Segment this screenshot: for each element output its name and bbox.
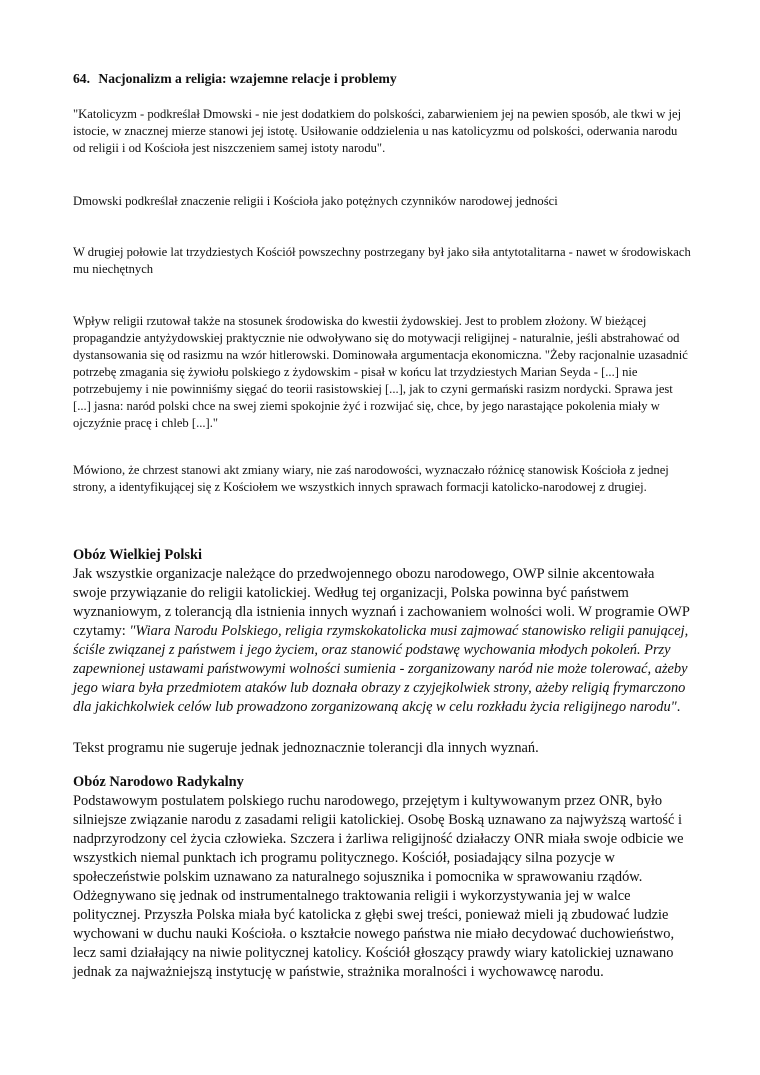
page-title bbox=[73, 70, 397, 88]
owp-text bbox=[73, 565, 691, 717]
section-onr bbox=[73, 773, 691, 982]
owp-program-quote: "Wiara Narodu Polskiego, religia rzymskokatolicka musi zajmować stanowisko religii panującej, ściśle związanej z państwem i jego życiem, oraz stanowić podstawę wychowania młodych pokoleń. Przy zapewnionej ustawami państwowymi wolności sumienia - zorganizowany naród nie może tolerować, ażeby jego wiara była przedmiotem ataków lub doznała obrazy z czyjejkolwiek strony, ażeby religią frymarczono dla jakichkolwiek celów lub prowadzono zorganizowaną akcję w celu rozkładu życia religijnego narodu" bbox=[73, 623, 689, 715]
paragraph-dmowski-quote: "Katolicyzm - podkreślał Dmowski - nie jest dodatkiem do polskości, zabarwieniem jej na pewien sposób, ale tkwi w jej istocie, w znacznej mierze stanowi jej istotę. Usiłowanie oddzielenia u nas katolicyzmu od polskości, oderwania narodu od religii i od Kościoła jest niszczeniem samej istoty narodu". bbox=[73, 107, 682, 155]
paragraph-dmowski-emphasis: Dmowski podkreślał znaczenie religii i Kościoła jako potężnych czynników narodowej jedności bbox=[73, 194, 558, 208]
owp-text-intro: Jak wszystkie organizacje należące do przedwojennego obozu narodowego, OWP silnie akcentowała swoje przywiązanie do religii katolickiej. Według tej organizacji, Polska powinna być państwem wyznaniowym, z tolerancją dla istnienia innych wyznań i zachowaniem wolności woli. W programie OWP czytamy: bbox=[73, 566, 690, 639]
owp-text-end: . bbox=[676, 699, 681, 715]
section-number: 64. bbox=[73, 71, 90, 86]
onr-text: Podstawowym postulatem polskiego ruchu narodowego, przejętym i kultywowanym przez ONR, było silniejsze związanie narodu z zasadami religii katolickiej. Osobę Boską uznawano za najwyższą wartość i nadprzyrodzony cel życia człowieka. Szczera i żarliwa religijność działaczy ONR miała swoje odbicie we wszystkich niemal punktach ich programu politycznego. Kościół, posiadający silna pozycje w społeczeństwie polskim uznawano za naturalnego sojusznika i pomocnika w sprawowaniu rządów. Odżegnywano się jednak od instrumentalnego traktowania religii i wykorzystywania jej w walce politycznej. Przyszła Polska miała być katolicka z głębi swej treści, ponieważ mieli ją zbudować ludzie wychowani w duchu nauki Kościoła. o kształcie nowego państwa nie miało decydować duchowieństwo, lecz sami działający na niwie politycznej katolicy. Kościół głoszący prawdy wiary katolickiej uznawano jednak za najważniejszą instytucję w państwie, strażnika moralności i wychowawcę narodu. bbox=[73, 793, 684, 980]
paragraph-antitotalitarian: W drugiej połowie lat trzydziestych Kościół powszechny postrzegany był jako siła antytotalitarna - nawet w środowiskach mu niechętnych bbox=[73, 245, 691, 276]
paragraph-baptism: Mówiono, że chrzest stanowi akt zmiany wiary, nie zaś narodowości, wyznaczało różnicę stanowisk Kościoła z jednej strony, a identyfikującej się z Kościołem we wszystkich innych sprawach formacji katolicko-narodowej z drugiej. bbox=[73, 463, 669, 494]
paragraph-jewish-question: Wpływ religii rzutował także na stosunek środowiska do kwestii żydowskiej. Jest to problem złożony. W bieżącej propagandzie antyżydowskiej praktycznie nie odwoływano się do motywacji religijnej - naturalnie, jeśli abstrahować od dystansowania się od rasizmu na wzór hitlerowski. Dominowała argumentacja ekonomiczna. "Żeby racjonalnie uzasadnić potrzebę zmagania się żywiołu polskiego z żydowskim - pisał w końcu lat trzydziestych Marian Seyda - [...] nie potrzebujemy i nie powinniśmy sięgać do teorii rasistowskiej [...], jak to czyni germański rasizm nordycki. Sprawa jest [...] jasna: naród polski chce na swej ziemi spokojnie żyć i rozwijać się, chce, by jego narastające pokolenia miały w ojczyźnie pracę i chleb [...]." bbox=[73, 314, 688, 430]
owp-heading: Obóz Wielkiej Polski bbox=[73, 547, 202, 563]
onr-heading: Obóz Narodowo Radykalny bbox=[73, 774, 244, 790]
owp-note: Tekst programu nie sugeruje jednak jednoznacznie tolerancji dla innych wyznań. bbox=[73, 740, 539, 756]
section-title: Nacjonalizm a religia: wzajemne relacje i problemy bbox=[98, 71, 397, 86]
section-owp bbox=[73, 546, 691, 717]
